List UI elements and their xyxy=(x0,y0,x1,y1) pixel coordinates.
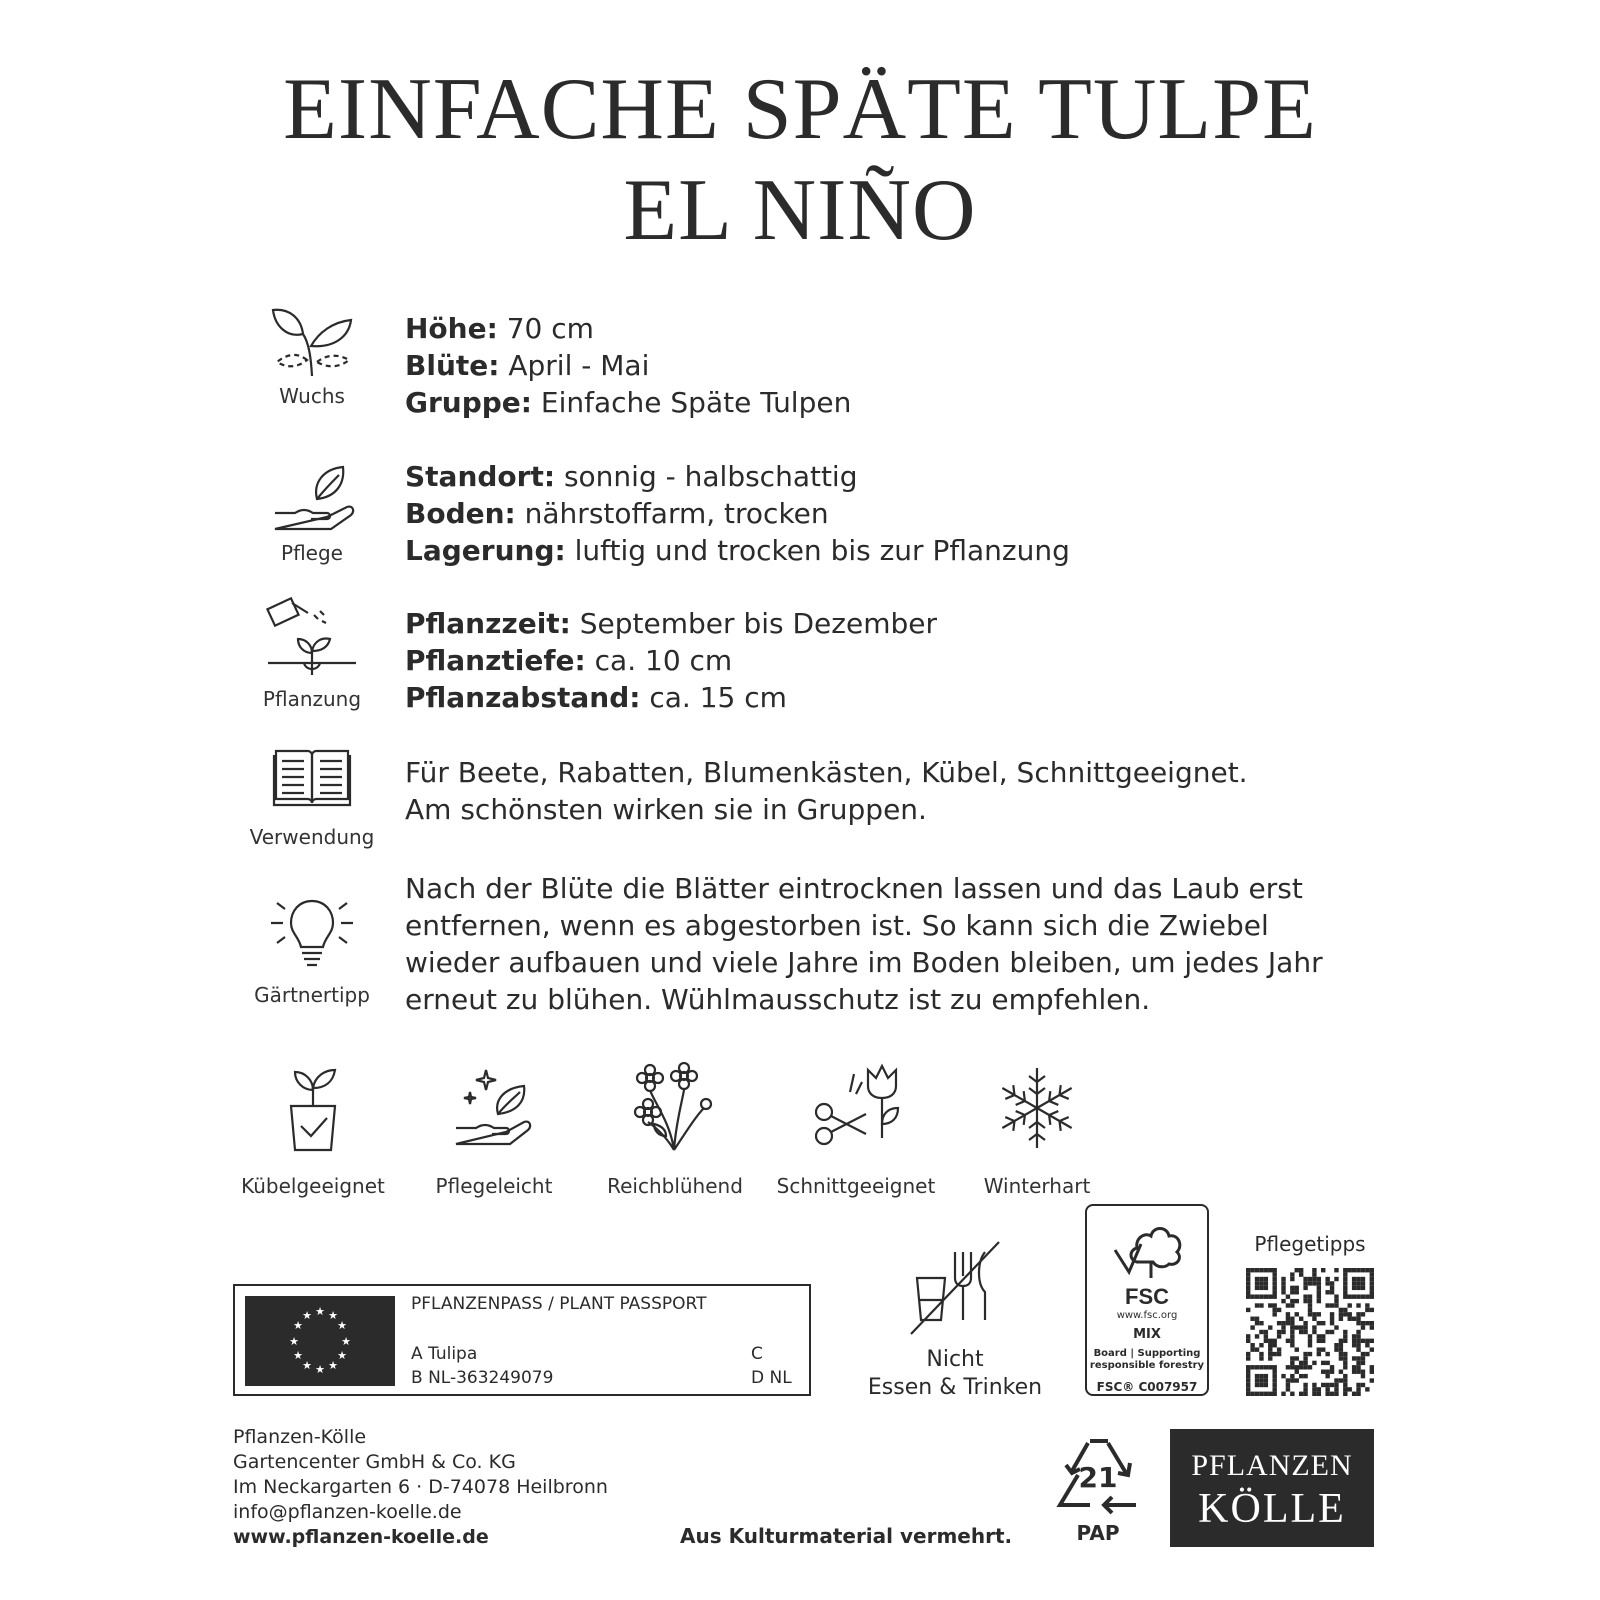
info-line: Pflanztiefe: ca. 10 cm xyxy=(405,644,733,677)
no-eat-drink-icon xyxy=(907,1238,1003,1338)
svg-text:★: ★ xyxy=(293,1319,303,1332)
eu-flag-icon xyxy=(245,1296,395,1386)
feature-kuebelgeeignet xyxy=(228,1062,398,1198)
pflanzen-koelle-logo xyxy=(1170,1429,1374,1547)
info-line: entfernen, wenn es abgestorben ist. So kann sich die Zwiebel xyxy=(405,909,1269,942)
hand-leaf-icon xyxy=(267,463,357,535)
info-line: wieder aufbauen und viele Jahre im Boden bleiben, um jedes Jahr xyxy=(405,946,1323,979)
recycling-number: 21 xyxy=(1078,1461,1118,1494)
feature-pflegeleicht xyxy=(409,1062,579,1198)
passport-header: PFLANZENPASS / PLANT PASSPORT xyxy=(411,1294,707,1314)
info-line: Nach der Blüte die Blätter eintrocknen lassen und das Laub erst xyxy=(405,872,1303,905)
fsc-brand: FSC xyxy=(1125,1284,1169,1309)
info-line: Für Beete, Rabatten, Blumenkästen, Kübel, Schnittgeeignet. xyxy=(405,756,1248,789)
potted-plant-check-icon xyxy=(273,1062,353,1152)
info-line: Gruppe: Einfache Späte Tulpen xyxy=(405,386,852,419)
fsc-label xyxy=(1085,1204,1209,1396)
row-gaertnertipp-text xyxy=(405,870,1323,1018)
eu-stars xyxy=(245,1296,395,1386)
svg-text:★: ★ xyxy=(302,1309,312,1322)
fsc-mix: MIX xyxy=(1133,1327,1161,1342)
svg-text:★: ★ xyxy=(328,1359,338,1372)
light-bulb-icon xyxy=(267,893,357,969)
company-address xyxy=(233,1425,608,1550)
feature-winterhart xyxy=(952,1062,1122,1198)
title-line-2: EL NIÑO xyxy=(623,162,977,259)
passport-b: B NL-363249079 xyxy=(411,1368,554,1388)
fsc-desc-1: Board | Supporting xyxy=(1093,1348,1201,1359)
address-line-1: Pflanzen-Kölle xyxy=(233,1426,367,1448)
info-line: Lagerung: luftig und trocken bis zur Pflanzung xyxy=(405,534,1070,567)
snowflake-icon xyxy=(995,1062,1079,1152)
info-line: Pflanzabstand: ca. 15 cm xyxy=(405,681,787,714)
svg-text:★: ★ xyxy=(315,1363,325,1376)
hand-sparkle-leaf-icon xyxy=(452,1062,536,1152)
info-line: Pflanzzeit: September bis Dezember xyxy=(405,607,937,640)
address-line-3: Im Neckargarten 6 · D-74078 Heilbronn xyxy=(233,1476,608,1498)
fsc-tree-check-icon xyxy=(1107,1214,1187,1284)
plant-passport xyxy=(233,1284,811,1396)
row-pflege-text xyxy=(405,458,1070,569)
info-line: Boden: nährstoffarm, trocken xyxy=(405,497,829,530)
title-line-1: EINFACHE SPÄTE TULPE xyxy=(283,61,1317,158)
recycling-symbol xyxy=(1050,1433,1146,1553)
logo-line-1: PFLANZEN xyxy=(1191,1449,1353,1482)
row-gaertnertipp-icon-block xyxy=(232,893,392,1007)
address-website[interactable]: www.pflanzen-koelle.de xyxy=(233,1526,489,1548)
scissors-tulip-icon xyxy=(810,1062,902,1152)
passport-a: A Tulipa xyxy=(411,1344,478,1364)
feature-label: Reichblühend xyxy=(607,1174,743,1198)
row-verwendung-icon-block xyxy=(232,745,392,849)
not-edible-block xyxy=(895,1238,1015,1338)
open-book-icon xyxy=(272,745,352,811)
row-pflanzung-text xyxy=(405,605,937,716)
qr-code[interactable] xyxy=(1246,1268,1374,1396)
not-edible-text xyxy=(850,1346,1060,1402)
qr-caption: Pflegetipps xyxy=(1254,1232,1366,1256)
svg-text:★: ★ xyxy=(341,1335,351,1348)
fsc-url: www.fsc.org xyxy=(1116,1310,1178,1321)
info-line: Standort: sonnig - halbschattig xyxy=(405,460,858,493)
svg-text:★: ★ xyxy=(328,1309,338,1322)
address-line-2: Gartencenter GmbH & Co. KG xyxy=(233,1451,516,1473)
plant-leaves-icon xyxy=(267,298,357,378)
feature-label: Pflegeleicht xyxy=(435,1174,553,1198)
row-wuchs-icon-block xyxy=(232,298,392,408)
row-pflanzung-caption: Pflanzung xyxy=(262,687,362,711)
qr-code-graphic xyxy=(1246,1268,1374,1396)
origin-note: Aus Kulturmaterial vermehrt. xyxy=(680,1524,1013,1548)
info-line: Höhe: 70 cm xyxy=(405,312,594,345)
passport-d: D NL xyxy=(751,1368,792,1388)
passport-c: C xyxy=(751,1344,763,1364)
fsc-desc-2: responsible forestry xyxy=(1089,1360,1205,1371)
row-verwendung-caption: Verwendung xyxy=(249,825,375,849)
row-pflege-icon-block xyxy=(232,463,392,565)
svg-text:★: ★ xyxy=(293,1349,303,1362)
feature-label: Winterhart xyxy=(983,1174,1091,1198)
feature-label: Schnittgeeignet xyxy=(776,1174,936,1198)
address-email[interactable]: info@pflanzen-koelle.de xyxy=(233,1501,462,1523)
flower-bunch-icon xyxy=(630,1062,720,1152)
feature-reichbluehend xyxy=(590,1062,760,1198)
feature-label: Kübelgeeignet xyxy=(241,1174,385,1198)
row-wuchs-caption: Wuchs xyxy=(279,384,345,408)
row-gaertnertipp-caption: Gärtnertipp xyxy=(254,983,370,1007)
info-line: Am schönsten wirken sie in Gruppen. xyxy=(405,793,927,826)
info-line: Blüte: April - Mai xyxy=(405,349,650,382)
info-line: erneut zu blühen. Wühlmausschutz ist zu empfehlen. xyxy=(405,983,1151,1016)
svg-text:★: ★ xyxy=(289,1335,299,1348)
fsc-code: FSC® C007957 xyxy=(1096,1380,1198,1394)
row-pflege-caption: Pflege xyxy=(281,541,343,565)
watering-can-icon xyxy=(264,595,360,681)
row-verwendung-text xyxy=(405,754,1248,828)
svg-text:★: ★ xyxy=(302,1359,312,1372)
row-wuchs-text xyxy=(405,310,851,421)
row-pflanzung-icon-block xyxy=(232,595,392,711)
recycling-code: PAP xyxy=(1076,1521,1120,1545)
feature-schnittgeeignet xyxy=(771,1062,941,1198)
svg-text:★: ★ xyxy=(315,1305,325,1318)
not-edible-line-2: Essen & Trinken xyxy=(867,1375,1043,1400)
not-edible-line-1: Nicht xyxy=(926,1347,984,1372)
svg-text:★: ★ xyxy=(337,1349,347,1362)
svg-text:★: ★ xyxy=(337,1319,347,1332)
logo-line-2: KÖLLE xyxy=(1198,1486,1346,1532)
